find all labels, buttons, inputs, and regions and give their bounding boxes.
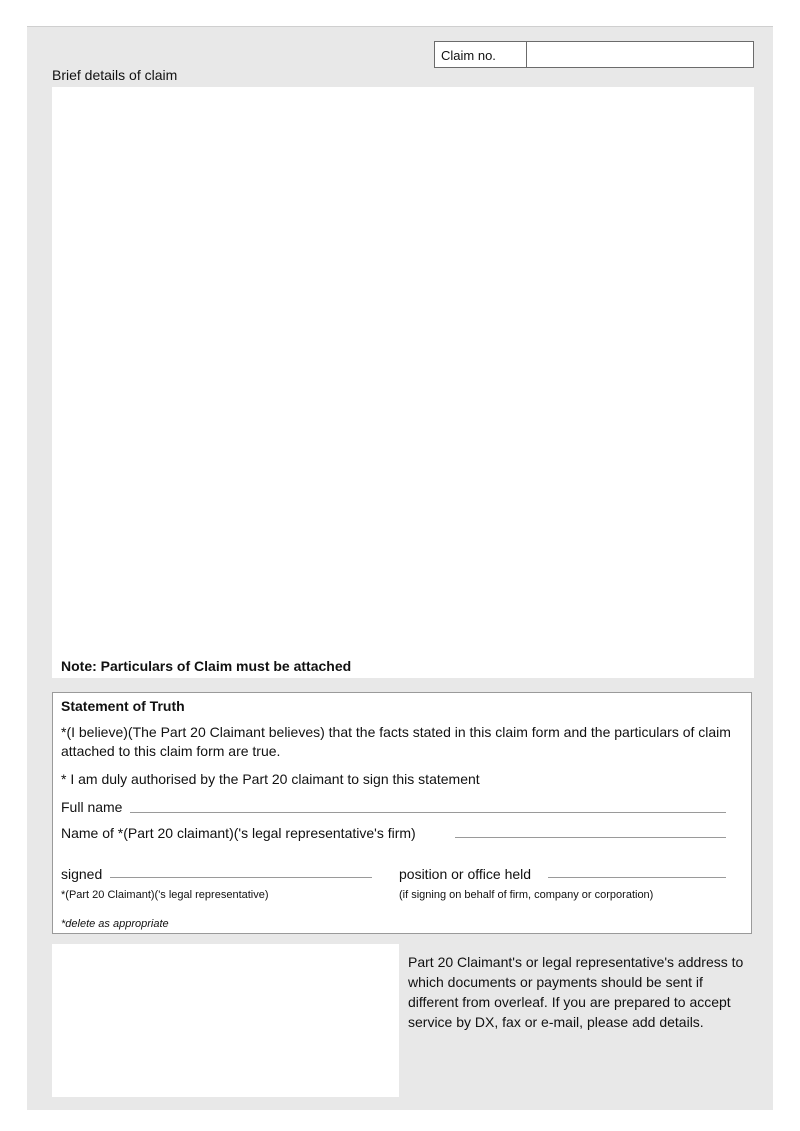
particulars-note: Note: Particulars of Claim must be attached xyxy=(61,658,352,674)
full-name-field[interactable] xyxy=(130,812,726,813)
firm-name-field[interactable] xyxy=(455,837,726,838)
brief-details-field[interactable] xyxy=(52,87,754,678)
brief-details-label: Brief details of claim xyxy=(52,67,178,83)
full-name-label: Full name xyxy=(61,799,123,815)
statement-of-truth-section xyxy=(52,692,752,934)
address-instructions: Part 20 Claimant's or legal representative's address to which documents or payments should be sent if different from overleaf. If you are prepared to accept service by DX, fax or e-mail, please add details. xyxy=(408,954,744,1030)
claim-number-box xyxy=(434,41,754,68)
claim-number-label: Claim no. xyxy=(435,42,527,67)
firm-name-label: Name of *(Part 20 claimant)('s legal representative's firm) xyxy=(61,825,416,841)
signature-field[interactable] xyxy=(110,877,372,878)
claim-number-field[interactable] xyxy=(527,42,753,67)
signed-label: signed xyxy=(61,866,103,882)
authorised-statement: * I am duly authorised by the Part 20 claimant to sign this statement xyxy=(61,771,480,787)
position-sublabel: (if signing on behalf of firm, company or corporation) xyxy=(399,889,654,901)
position-field[interactable] xyxy=(548,877,726,878)
signed-sublabel: *(Part 20 Claimant)('s legal representative) xyxy=(61,889,269,901)
statement-of-truth-title: Statement of Truth xyxy=(61,698,185,714)
belief-statement: *(I believe)(The Part 20 Claimant believes) that the facts stated in this claim form and the particulars of claim attached to this claim form are true. xyxy=(61,724,731,759)
delete-note: *delete as appropriate xyxy=(61,918,169,930)
position-label: position or office held xyxy=(399,866,532,882)
address-field[interactable] xyxy=(52,944,399,1097)
